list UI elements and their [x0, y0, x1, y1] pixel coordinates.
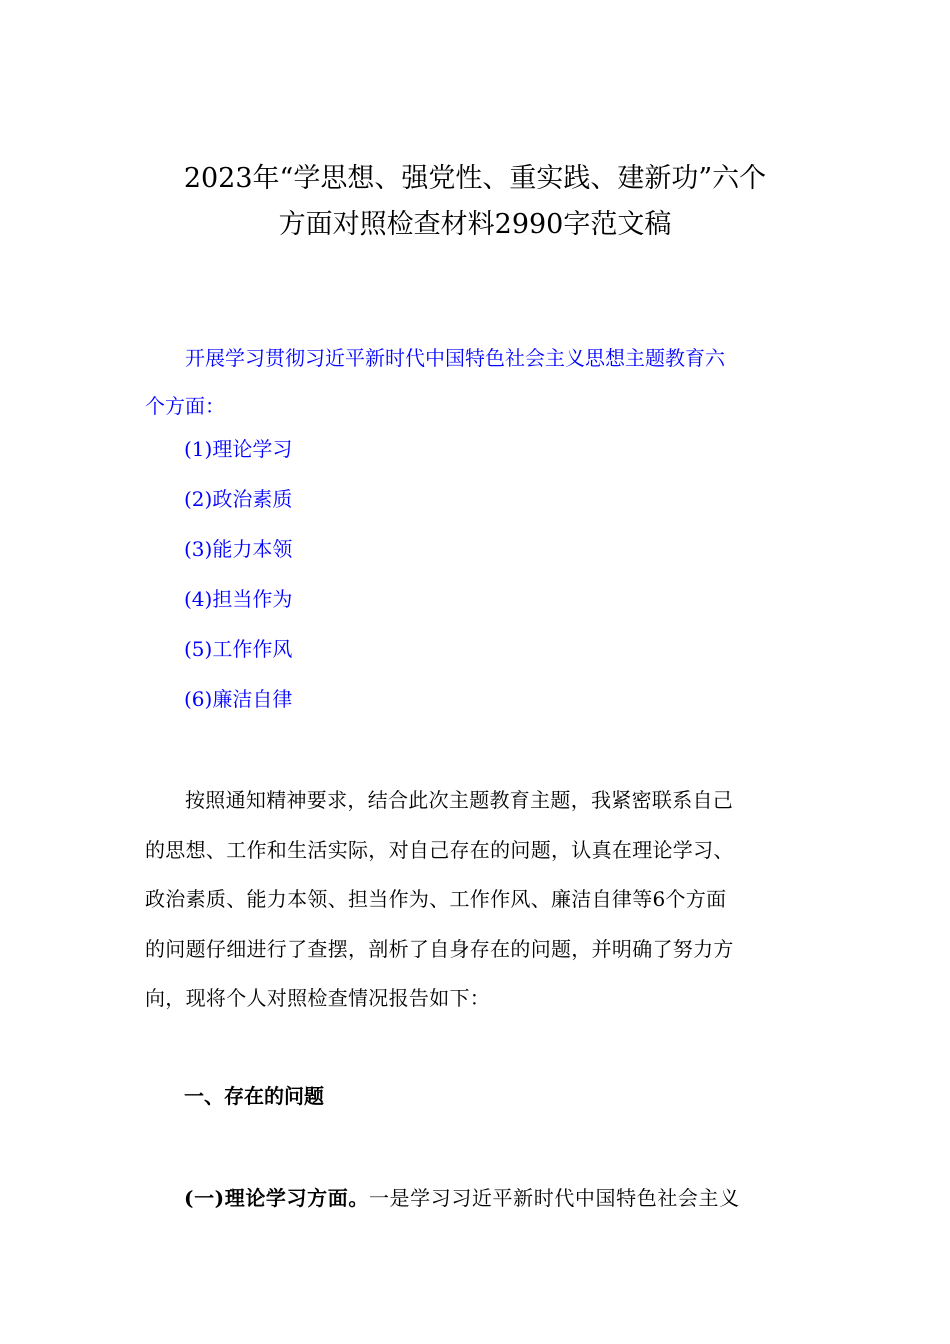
subsection-text: 一是学习习近平新时代中国特色社会主义 — [368, 1186, 740, 1210]
subsection-theory-study — [184, 1178, 740, 1218]
body-line-1: 按照通知精神要求，结合此次主题教育主题，我紧密联系自己 — [185, 788, 734, 812]
aspect-item-5: (5)工作作风 — [184, 637, 293, 661]
aspect-item-4: (4)担当作为 — [184, 587, 293, 611]
body-line-4: 的问题仔细进行了查摆，剖析了自身存在的问题，并明确了努力方 — [145, 936, 734, 961]
aspect-item-6: (6)廉洁自律 — [184, 687, 293, 711]
title-line-2: 方面对照检查材料2990字范文稿 — [278, 209, 672, 240]
intro-paragraph — [145, 334, 815, 430]
title-line-1: 2023年“学思想、强党性、重实践、建新功”六个 — [183, 163, 767, 194]
body-line-3: 政治素质、能力本领、担当作为、工作作风、廉洁自律等6个方面 — [145, 887, 727, 911]
section-heading-problems: 一、存在的问题 — [184, 1084, 324, 1108]
aspects-list — [184, 428, 292, 728]
intro-line-1: 开展学习贯彻习近平新时代中国特色社会主义思想主题教育六 — [185, 346, 725, 370]
body-paragraph — [145, 776, 815, 1024]
body-line-5: 向，现将个人对照检查情况报告如下： — [145, 986, 491, 1010]
subsection-label: (一)理论学习方面。 — [184, 1186, 369, 1210]
intro-line-2: 个方面： — [145, 394, 225, 418]
aspect-item-1: (1)理论学习 — [184, 437, 293, 461]
document-title — [120, 156, 830, 248]
aspect-item-2: (2)政治素质 — [184, 487, 293, 511]
aspect-item-3: (3)能力本领 — [184, 537, 293, 561]
body-line-2: 的思想、工作和生活实际，对自己存在的问题，认真在理论学习、 — [145, 837, 734, 862]
